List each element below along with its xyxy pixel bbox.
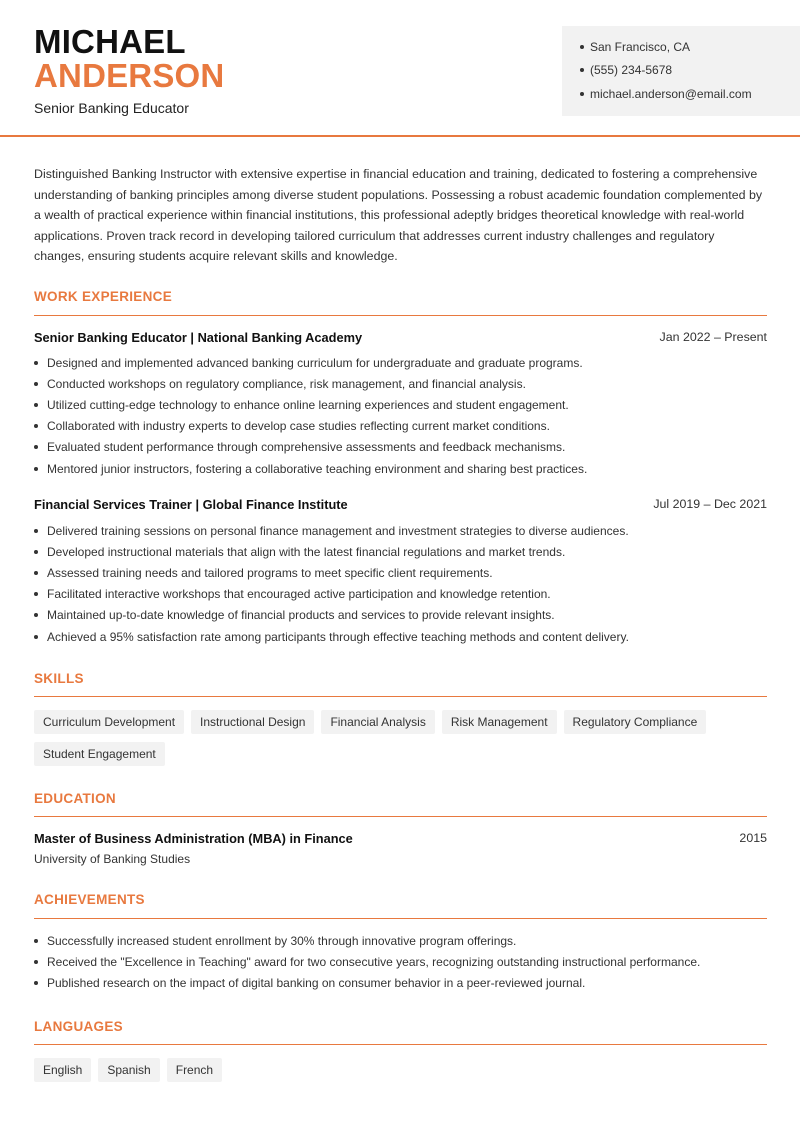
achievements-list [34,930,767,994]
school-name: University of Banking Studies [34,852,191,866]
degree: Master of Business Administration (MBA) in Finance [34,831,353,846]
bullet-icon [34,981,38,985]
list-item: Collaborated with industry experts to develop case studies reflecting current market conditions. [34,416,767,437]
list-item: Mentored junior instructors, fostering a collaborative teaching environment and sharing best practices. [34,458,767,479]
bullet-icon [34,529,38,533]
job-bullets [34,520,767,647]
bullet-icon [34,445,38,449]
job-dates: Jul 2019 – Dec 2021 [653,497,767,511]
skill-chip: Curriculum Development [34,710,184,734]
section-title-work: WORK EXPERIENCE [34,289,173,304]
skill-chip: Student Engagement [34,742,165,766]
skill-chip: Instructional Design [191,710,314,734]
job-dates: Jan 2022 – Present [659,330,767,344]
skills-list [34,710,767,766]
list-item: Maintained up-to-date knowledge of financial products and services to provide relevant insights. [34,605,767,626]
job-role: Financial Services Trainer | Global Finance Institute [34,497,348,512]
section-title-languages: LANGUAGES [34,1019,123,1034]
bullet-icon [34,424,38,428]
bullet-icon [34,361,38,365]
bullet-icon [34,592,38,596]
language-chip: English [34,1058,91,1082]
list-item: Delivered training sessions on personal finance management and investment strategies to diverse audiences. [34,520,767,541]
skill-chip: Regulatory Compliance [564,710,707,734]
list-item: Conducted workshops on regulatory compliance, risk management, and financial analysis. [34,373,767,394]
skill-chip: Risk Management [442,710,557,734]
bullet-icon [34,403,38,407]
list-item: Assessed training needs and tailored programs to meet specific client requirements. [34,562,767,583]
list-item: Utilized cutting-edge technology to enhance online learning experiences and student engagement. [34,394,767,415]
graduation-year: 2015 [739,831,767,845]
list-item: Evaluated student performance through comprehensive assessments and feedback mechanisms. [34,437,767,458]
location-text: San Francisco, CA [590,39,691,54]
resume-header [0,0,800,137]
list-item: Published research on the impact of digital banking on consumer behavior in a peer-reviewed journal. [34,972,767,993]
list-item: Received the "Excellence in Teaching" award for two consecutive years, recognizing outstanding instructional performance. [34,951,767,972]
contact-location [580,35,800,59]
bullet-icon [34,960,38,964]
bullet-icon [580,92,584,96]
languages-list [34,1058,767,1082]
list-item: Designed and implemented advanced banking curriculum for undergraduate and graduate programs. [34,352,767,373]
job-title: Senior Banking Educator [34,100,189,116]
job-bullets [34,352,767,479]
bullet-icon [34,382,38,386]
bullet-icon [34,550,38,554]
list-item: Achieved a 95% satisfaction rate among participants through effective teaching methods and content delivery. [34,626,767,647]
bullet-icon [580,68,584,72]
skill-chip: Financial Analysis [321,710,434,734]
section-divider [34,696,767,697]
bullet-icon [34,613,38,617]
bullet-icon [34,939,38,943]
phone-text: (555) 234-5678 [590,63,673,78]
list-item: Developed instructional materials that align with the latest financial regulations and market trends. [34,541,767,562]
language-chip: French [167,1058,222,1082]
bullet-icon [580,45,584,49]
bullet-icon [34,635,38,639]
section-divider [34,816,767,817]
job-header [34,330,767,345]
first-name: MICHAEL [34,23,186,60]
language-chip: Spanish [98,1058,159,1082]
section-divider [34,918,767,919]
education-header [34,831,767,846]
contact-phone [580,59,800,83]
email-text[interactable]: michael.anderson@email.com [590,86,752,101]
section-title-education: EDUCATION [34,791,116,806]
bullet-icon [34,467,38,471]
contact-email[interactable] [580,82,800,106]
job-role: Senior Banking Educator | National Banking Academy [34,330,363,345]
section-title-achievements: ACHIEVEMENTS [34,892,145,907]
contact-box [562,26,800,116]
list-item: Successfully increased student enrollment by 30% through innovative program offerings. [34,930,767,951]
section-title-skills: SKILLS [34,671,84,686]
section-divider [34,1044,767,1045]
bullet-icon [34,571,38,575]
job-header [34,497,767,512]
last-name: ANDERSON [34,57,225,94]
summary-paragraph: Distinguished Banking Instructor with extensive expertise in financial education and training, dedicated to fostering a comprehensive understanding of banking principles among diverse student populations. Possessing a robust academic foundation complemented by a wealth of practical experience within financial institutions, this professional adeptly bridges theoretical knowledge with real-world applications. Proven track record in developing tailored curriculum that addresses current industry challenges and regulatory changes, ensuring students acquire relevant skills and knowledge. [34,167,763,263]
section-divider [34,315,767,316]
list-item: Facilitated interactive workshops that encouraged active participation and knowledge retention. [34,584,767,605]
